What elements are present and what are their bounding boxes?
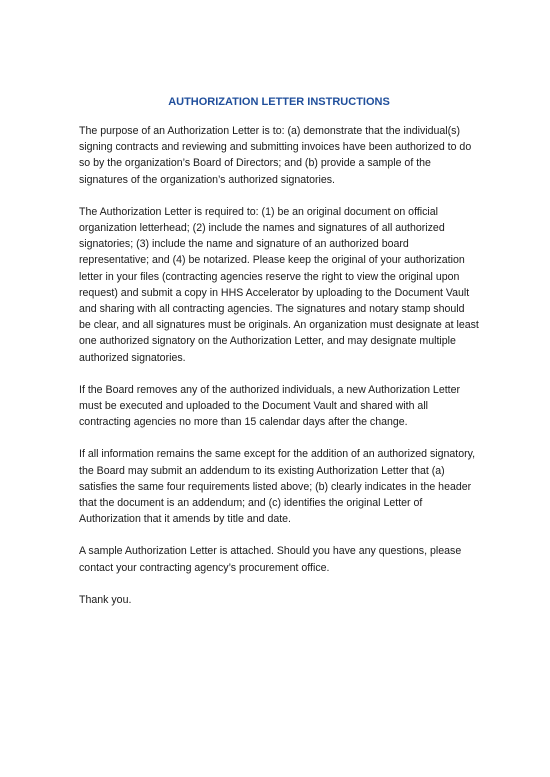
paragraph-purpose: The purpose of an Authorization Letter is to: (a) demonstrate that the individual(s) signing contracts and reviewing and submitting invoices have been authorized to do so by the organization’s Board of Directors; and (b) provide a sample of the signatures of the organization’s authorized signatories. bbox=[79, 125, 472, 186]
paragraph-addendum: If all information remains the same except for the addition of an authorized signatory, the Board may submit an addendum to its existing Authorization Letter that (a) satisfies the same four requirements listed above; (b) clearly indicates in the header that the document is an addendum; and (c) identifies the original Letter of Authorization that it amends by title and date. bbox=[79, 448, 476, 526]
paragraph-requirements: The Authorization Letter is required to: (1) be an original document on official organization letterhead; (2) include the names and signatures of all authorized signatories; (3) include the name and signature of an authorized board representative; and (4) be notarized. Please keep the original of your authorization letter in your files (contracting agencies reserve the right to view the original upon request) and submit a copy in HHS Accelerator by uploading to the Document Vault and sharing with all contracting agencies. The signatures and notary stamp should be clear, and all signatures must be originals. An organization must designate at least one authorized signatory on the Authorization Letter, and may designate multiple authorized signatories. bbox=[79, 205, 479, 364]
paragraph-closing: Thank you. bbox=[79, 593, 132, 606]
paragraph-sample-contact: A sample Authorization Letter is attached. Should you have any questions, please contact your contracting agency’s procurement office. bbox=[79, 545, 462, 574]
document-body bbox=[79, 94, 479, 624]
paragraph-board-removal: If the Board removes any of the authorized individuals, a new Authorization Letter must be executed and uploaded to the Document Vault and shared with all contracting agencies no more than 15 calendar days after the change. bbox=[79, 383, 461, 429]
document-title: AUTHORIZATION LETTER INSTRUCTIONS bbox=[168, 96, 390, 108]
